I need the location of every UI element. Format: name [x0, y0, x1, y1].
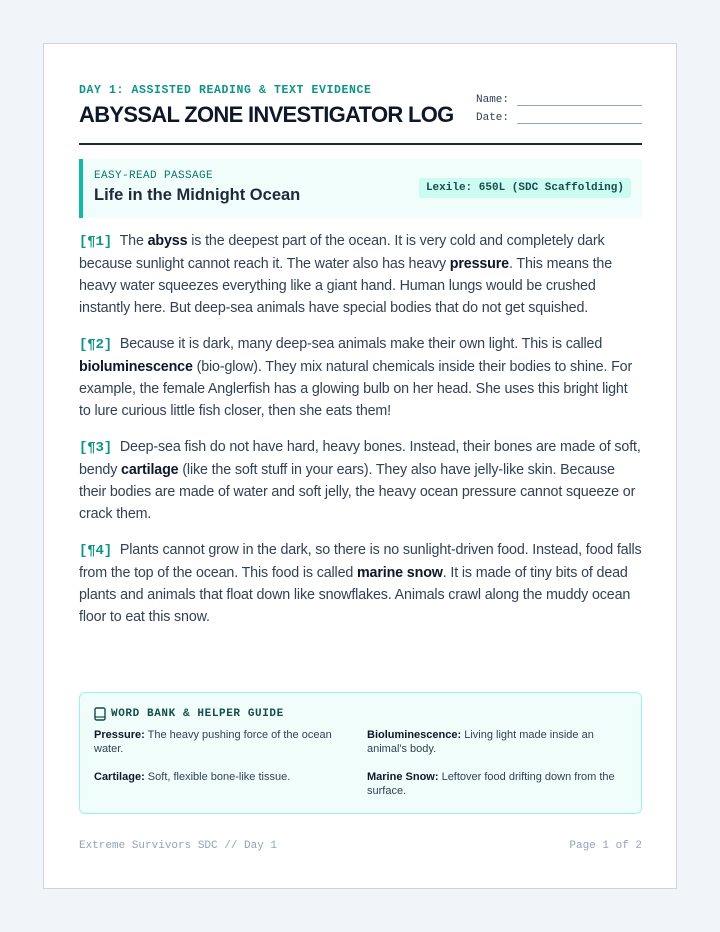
passage-title: Life in the Midnight Ocean — [94, 186, 301, 204]
date-field[interactable] — [517, 112, 642, 124]
paragraph-text: Deep-sea fish do not have hard, heavy bones. Instead, their bones are made of soft, bendy — [79, 439, 641, 478]
paragraph-text: The — [119, 233, 148, 249]
entry-term: Bioluminescence: — [367, 729, 462, 741]
header — [79, 84, 642, 144]
date-row — [476, 106, 642, 124]
word-bank-entry-cartilage — [94, 770, 349, 784]
word-bank-entry-marine-snow — [367, 770, 622, 798]
entry-term: Marine Snow: — [367, 771, 439, 783]
paragraph-number: [¶2] — [79, 337, 113, 353]
word-bank-title: WORD BANK & HELPER GUIDE — [111, 708, 284, 720]
day-kicker: DAY 1: ASSISTED READING & TEXT EVIDENCE — [79, 84, 372, 97]
key-term-cartilage: cartilage — [121, 462, 179, 478]
date-label: Date: — [476, 112, 510, 124]
paragraph-text: . It is made of tiny bits of dead plants and animals that float down like snowflakes. Animals crawl along the muddy ocean floor to eat this snow. — [79, 565, 631, 625]
word-bank — [79, 692, 642, 814]
name-row — [476, 88, 642, 106]
passage-label: EASY-READ PASSAGE — [94, 170, 214, 182]
footer-left: Extreme Survivors SDC // Day 1 — [79, 840, 278, 852]
paragraph-number: [¶3] — [79, 440, 113, 456]
entry-definition: Living light made inside an animal's body. — [367, 729, 594, 755]
entry-term: Cartilage: — [94, 771, 145, 783]
word-bank-entry-bioluminescence — [367, 728, 622, 756]
key-term-marine-snow: marine snow — [357, 565, 443, 581]
paragraph-3 — [79, 436, 642, 525]
name-field[interactable] — [517, 94, 642, 106]
worksheet-page — [43, 43, 677, 889]
entry-term: Pressure: — [94, 729, 145, 741]
paragraph-2 — [79, 333, 642, 422]
passage-banner — [79, 159, 642, 218]
page-footer — [79, 840, 642, 852]
book-icon — [94, 707, 106, 721]
entry-definition: Soft, flexible bone-like tissue. — [144, 771, 291, 783]
key-term-pressure: pressure — [449, 256, 509, 272]
word-bank-header — [94, 707, 284, 721]
paragraph-text: Plants cannot grow in the dark, so there is no sunlight-driven food. Instead, food falls from the top of the ocean. This food is called — [79, 542, 642, 581]
key-term-bioluminescence: bioluminescence — [79, 359, 193, 375]
header-divider — [79, 143, 642, 145]
paragraph-4 — [79, 539, 642, 628]
page-title: ABYSSAL ZONE INVESTIGATOR LOG — [79, 102, 454, 127]
passage-body — [79, 230, 642, 642]
entry-definition: Leftover food drifting down from the surface. — [367, 771, 615, 797]
name-label: Name: — [476, 94, 510, 106]
key-term-abyss: abyss — [147, 233, 188, 249]
lexile-badge: Lexile: 650L (SDC Scaffolding) — [419, 178, 631, 198]
paragraph-text: . This means the heavy water squeezes everything like a giant hand. Human lungs would be crushed instantly here. But deep-sea animals have special bodies that do not get squished. — [79, 256, 613, 316]
name-date-block — [476, 88, 642, 124]
paragraph-number: [¶4] — [79, 543, 113, 559]
paragraph-number: [¶1] — [79, 234, 113, 250]
page-number: Page 1 of 2 — [569, 840, 642, 852]
paragraph-text: (bio-glow). They mix natural chemicals inside their bodies to shine. For example, the female Anglerfish has a glowing bulb on her head. She uses this bright light to lure curious little fish closer, then she eats them! — [79, 359, 633, 419]
paragraph-text: Because it is dark, many deep-sea animals make their own light. This is called — [119, 336, 603, 352]
paragraph-text: is the deepest part of the ocean. It is very cold and completely dark because sunlight cannot reach it. The water also has heavy — [79, 233, 605, 272]
entry-definition: The heavy pushing force of the ocean water. — [94, 729, 332, 755]
paragraph-1 — [79, 230, 642, 319]
word-bank-entry-pressure — [94, 728, 349, 756]
paragraph-text: (like the soft stuff in your ears). They also have jelly-like skin. Because their bodies are made of water and soft jelly, the heavy ocean pressure cannot squeeze or crack them. — [79, 462, 636, 522]
